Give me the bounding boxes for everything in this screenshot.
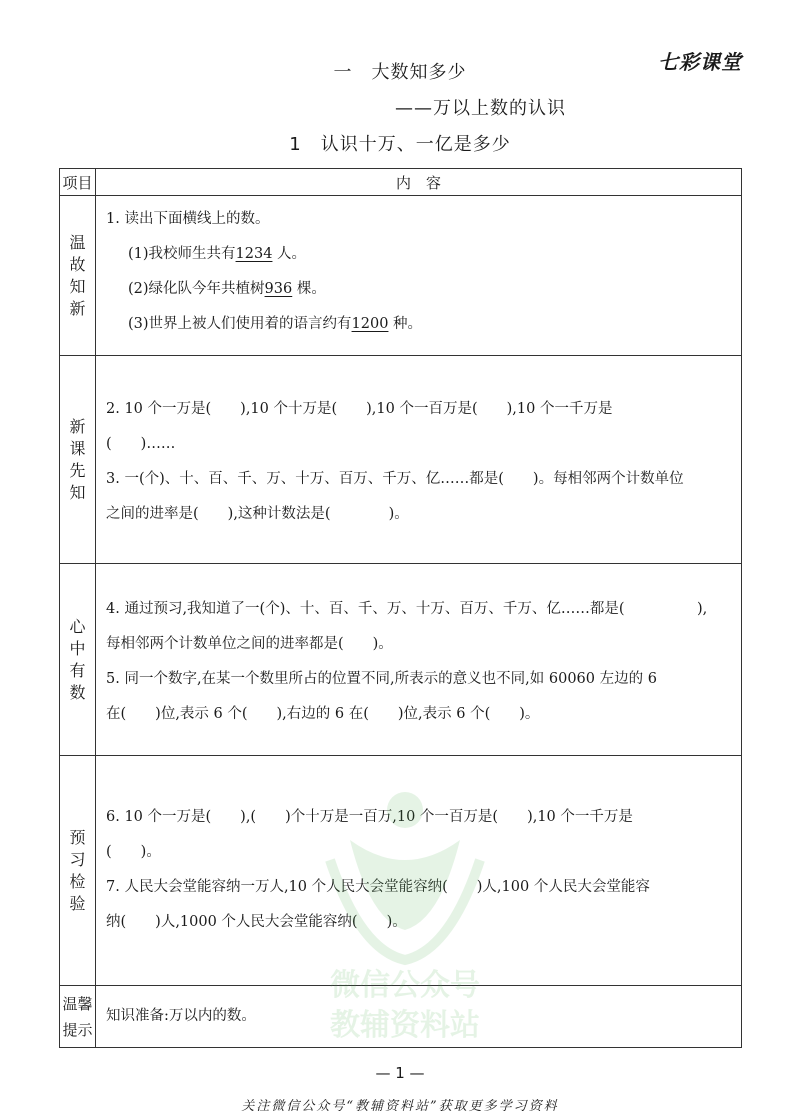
question-line: 纳( )人,1000 个人民大会堂能容纳( )。 (106, 914, 407, 930)
underlined-number: 1234 (235, 246, 273, 262)
section-understanding (60, 564, 742, 756)
section-content (96, 986, 742, 1048)
footer-note: 关注微信公众号“教辅资料站”获取更多学习资料 (241, 1099, 559, 1114)
question-line: (2)绿化队今年共植树936 棵。 (128, 281, 326, 297)
underlined-number: 936 (264, 281, 293, 297)
unit-subtitle: ——万以上数的认识 (395, 98, 566, 119)
question-line: 2. 10 个一万是( ),10 个十万是( ),10 个一百万是( ),10 个一千万是 (106, 401, 613, 417)
brand-logo: 七彩课堂 (658, 50, 742, 74)
question-line: 1. 读出下面横线上的数。 (106, 211, 270, 227)
question-line: 5. 同一个数字,在某一个数里所占的位置不同,所表示的意义也不同,如 60060 左边的 6 (106, 671, 657, 687)
section-tips (60, 986, 742, 1048)
unit-title: 一 大数知多少 (333, 62, 467, 83)
tip-line: 知识准备:万以内的数。 (106, 1008, 256, 1024)
section-new-lesson (60, 356, 742, 564)
header-content: 内 容 (96, 169, 742, 196)
table-header-row (60, 169, 742, 196)
question-line: ( )。 (106, 844, 161, 860)
watermark-text-2: 教辅资料站 (330, 1008, 480, 1043)
question-line: 3. 一(个)、十、百、千、万、十万、百万、千万、亿……都是( )。每相邻两个计数单位 (106, 471, 684, 487)
section-content (96, 356, 742, 564)
page-number: — 1 — (375, 1064, 425, 1082)
question-line: (1)我校师生共有1234 人。 (128, 246, 307, 262)
preview-table (59, 168, 742, 1048)
section-label: 预 习 检 验 (60, 756, 96, 986)
lesson-title: 1 认识十万、一亿是多少 (289, 134, 511, 155)
section-review (60, 196, 742, 356)
question-line: 7. 人民大会堂能容纳一万人,10 个人民大会堂能容纳( )人,100 个人民大会堂能容 (106, 879, 650, 895)
underlined-number: 1200 (351, 316, 389, 332)
section-label: 温馨 提示 (60, 986, 96, 1048)
section-label: 温 故 知 新 (60, 196, 96, 356)
question-line: 6. 10 个一万是( ),( )个十万是一百万,10 个一百万是( ),10 个一千万是 (106, 809, 633, 825)
question-line: 在( )位,表示 6 个( ),右边的 6 在( )位,表示 6 个( )。 (106, 706, 540, 722)
section-content (96, 564, 742, 756)
question-line: 之间的进率是( ),这种计数法是( )。 (106, 506, 409, 522)
question-line: 每相邻两个计数单位之间的进率都是( )。 (106, 636, 393, 652)
header-project: 项目 (60, 169, 96, 196)
question-line: ( )…… (106, 436, 176, 452)
section-preview-check (60, 756, 742, 986)
section-content (96, 196, 742, 356)
question-line: 4. 通过预习,我知道了一(个)、十、百、千、万、十万、百万、千万、亿……都是( ), (106, 601, 708, 617)
section-label: 新 课 先 知 (60, 356, 96, 564)
watermark-text-1: 微信公众号 (330, 968, 480, 1003)
question-line: (3)世界上被人们使用着的语言约有1200 种。 (128, 316, 423, 332)
section-label: 心 中 有 数 (60, 564, 96, 756)
section-content (96, 756, 742, 986)
